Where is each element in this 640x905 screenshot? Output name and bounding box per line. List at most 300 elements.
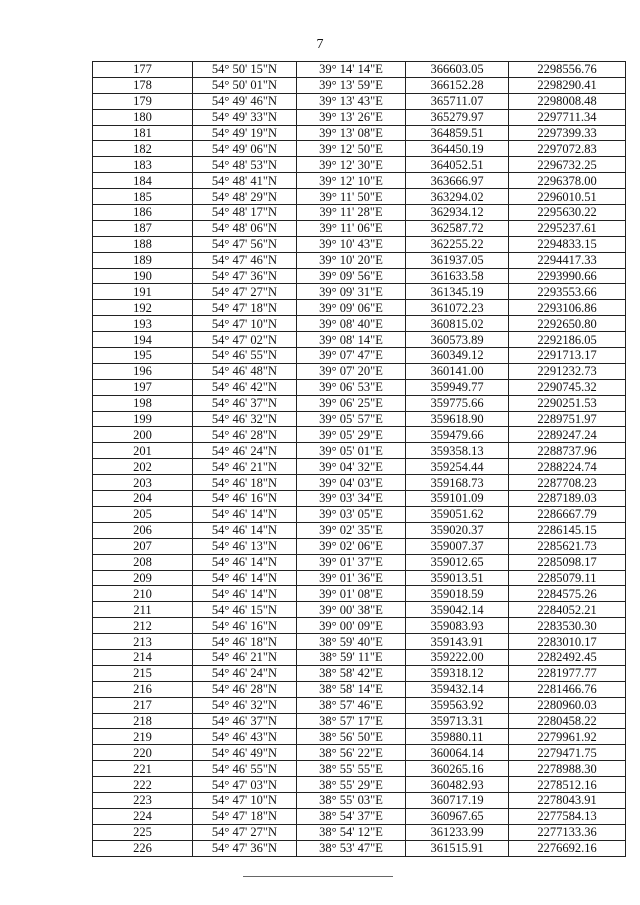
y-coordinate-cell: 2297072.83 <box>509 141 626 157</box>
latitude-cell: 54° 46' 42"N <box>193 379 297 395</box>
point-number-cell: 220 <box>93 745 193 761</box>
coordinates-table-body <box>93 62 626 857</box>
table-row <box>93 379 626 395</box>
table-row <box>93 62 626 78</box>
latitude-cell: 54° 47' 27"N <box>193 824 297 840</box>
y-coordinate-cell: 2298008.48 <box>509 93 626 109</box>
point-number-cell: 218 <box>93 713 193 729</box>
latitude-cell: 54° 46' 28"N <box>193 427 297 443</box>
y-coordinate-cell: 2283010.17 <box>509 634 626 650</box>
x-coordinate-cell: 360482.93 <box>406 777 509 793</box>
latitude-cell: 54° 46' 21"N <box>193 649 297 665</box>
y-coordinate-cell: 2293553.66 <box>509 284 626 300</box>
y-coordinate-cell: 2292186.05 <box>509 332 626 348</box>
longitude-cell: 38° 55' 55"E <box>297 761 406 777</box>
longitude-cell: 38° 55' 29"E <box>297 777 406 793</box>
point-number-cell: 223 <box>93 792 193 808</box>
latitude-cell: 54° 48' 53"N <box>193 157 297 173</box>
table-row <box>93 824 626 840</box>
table-row <box>93 618 626 634</box>
x-coordinate-cell: 359618.90 <box>406 411 509 427</box>
point-number-cell: 221 <box>93 761 193 777</box>
point-number-cell: 187 <box>93 220 193 236</box>
longitude-cell: 39° 06' 53"E <box>297 379 406 395</box>
y-coordinate-cell: 2296378.00 <box>509 173 626 189</box>
point-number-cell: 200 <box>93 427 193 443</box>
latitude-cell: 54° 46' 55"N <box>193 761 297 777</box>
x-coordinate-cell: 359318.12 <box>406 665 509 681</box>
table-row <box>93 316 626 332</box>
y-coordinate-cell: 2282492.45 <box>509 649 626 665</box>
latitude-cell: 54° 47' 18"N <box>193 300 297 316</box>
longitude-cell: 39° 05' 57"E <box>297 411 406 427</box>
y-coordinate-cell: 2281977.77 <box>509 665 626 681</box>
latitude-cell: 54° 46' 16"N <box>193 491 297 507</box>
table-row <box>93 427 626 443</box>
latitude-cell: 54° 47' 27"N <box>193 284 297 300</box>
latitude-cell: 54° 46' 48"N <box>193 363 297 379</box>
table-row <box>93 77 626 93</box>
latitude-cell: 54° 46' 14"N <box>193 506 297 522</box>
point-number-cell: 198 <box>93 395 193 411</box>
longitude-cell: 38° 59' 40"E <box>297 634 406 650</box>
x-coordinate-cell: 359479.66 <box>406 427 509 443</box>
table-row <box>93 141 626 157</box>
table-row <box>93 459 626 475</box>
latitude-cell: 54° 49' 19"N <box>193 125 297 141</box>
table-row <box>93 189 626 205</box>
y-coordinate-cell: 2293106.86 <box>509 300 626 316</box>
longitude-cell: 39° 05' 29"E <box>297 427 406 443</box>
latitude-cell: 54° 46' 21"N <box>193 459 297 475</box>
point-number-cell: 191 <box>93 284 193 300</box>
x-coordinate-cell: 359254.44 <box>406 459 509 475</box>
y-coordinate-cell: 2295630.22 <box>509 205 626 221</box>
point-number-cell: 206 <box>93 522 193 538</box>
latitude-cell: 54° 46' 37"N <box>193 395 297 411</box>
latitude-cell: 54° 46' 14"N <box>193 522 297 538</box>
point-number-cell: 215 <box>93 665 193 681</box>
longitude-cell: 38° 57' 46"E <box>297 697 406 713</box>
point-number-cell: 216 <box>93 681 193 697</box>
longitude-cell: 39° 11' 06"E <box>297 220 406 236</box>
x-coordinate-cell: 360265.16 <box>406 761 509 777</box>
y-coordinate-cell: 2288224.74 <box>509 459 626 475</box>
latitude-cell: 54° 48' 17"N <box>193 205 297 221</box>
point-number-cell: 203 <box>93 475 193 491</box>
table-row <box>93 443 626 459</box>
x-coordinate-cell: 361937.05 <box>406 252 509 268</box>
point-number-cell: 210 <box>93 586 193 602</box>
y-coordinate-cell: 2287189.03 <box>509 491 626 507</box>
longitude-cell: 39° 04' 32"E <box>297 459 406 475</box>
point-number-cell: 180 <box>93 109 193 125</box>
longitude-cell: 39° 07' 20"E <box>297 363 406 379</box>
table-row <box>93 395 626 411</box>
point-number-cell: 209 <box>93 570 193 586</box>
y-coordinate-cell: 2286145.15 <box>509 522 626 538</box>
table-row <box>93 522 626 538</box>
longitude-cell: 39° 08' 40"E <box>297 316 406 332</box>
table-row <box>93 125 626 141</box>
table-row <box>93 268 626 284</box>
x-coordinate-cell: 364859.51 <box>406 125 509 141</box>
point-number-cell: 207 <box>93 538 193 554</box>
longitude-cell: 39° 03' 05"E <box>297 506 406 522</box>
y-coordinate-cell: 2278043.91 <box>509 792 626 808</box>
point-number-cell: 213 <box>93 634 193 650</box>
latitude-cell: 54° 46' 24"N <box>193 665 297 681</box>
latitude-cell: 54° 49' 06"N <box>193 141 297 157</box>
y-coordinate-cell: 2285098.17 <box>509 554 626 570</box>
point-number-cell: 179 <box>93 93 193 109</box>
x-coordinate-cell: 360717.19 <box>406 792 509 808</box>
x-coordinate-cell: 359222.00 <box>406 649 509 665</box>
longitude-cell: 39° 01' 08"E <box>297 586 406 602</box>
latitude-cell: 54° 50' 01"N <box>193 77 297 93</box>
latitude-cell: 54° 46' 14"N <box>193 554 297 570</box>
point-number-cell: 195 <box>93 348 193 364</box>
longitude-cell: 39° 11' 28"E <box>297 205 406 221</box>
table-row <box>93 252 626 268</box>
latitude-cell: 54° 50' 15"N <box>193 62 297 78</box>
table-row <box>93 348 626 364</box>
longitude-cell: 38° 54' 12"E <box>297 824 406 840</box>
latitude-cell: 54° 47' 36"N <box>193 268 297 284</box>
point-number-cell: 214 <box>93 649 193 665</box>
point-number-cell: 190 <box>93 268 193 284</box>
table-row <box>93 93 626 109</box>
y-coordinate-cell: 2278988.30 <box>509 761 626 777</box>
table-row <box>93 792 626 808</box>
point-number-cell: 193 <box>93 316 193 332</box>
longitude-cell: 39° 00' 09"E <box>297 618 406 634</box>
table-row <box>93 602 626 618</box>
latitude-cell: 54° 47' 10"N <box>193 792 297 808</box>
longitude-cell: 39° 06' 25"E <box>297 395 406 411</box>
x-coordinate-cell: 359880.11 <box>406 729 509 745</box>
latitude-cell: 54° 46' 16"N <box>193 618 297 634</box>
x-coordinate-cell: 359563.92 <box>406 697 509 713</box>
longitude-cell: 39° 09' 31"E <box>297 284 406 300</box>
y-coordinate-cell: 2287708.23 <box>509 475 626 491</box>
latitude-cell: 54° 46' 14"N <box>193 570 297 586</box>
x-coordinate-cell: 366152.28 <box>406 77 509 93</box>
y-coordinate-cell: 2289247.24 <box>509 427 626 443</box>
latitude-cell: 54° 46' 32"N <box>193 411 297 427</box>
x-coordinate-cell: 361072.23 <box>406 300 509 316</box>
y-coordinate-cell: 2293990.66 <box>509 268 626 284</box>
longitude-cell: 39° 11' 50"E <box>297 189 406 205</box>
x-coordinate-cell: 359168.73 <box>406 475 509 491</box>
point-number-cell: 186 <box>93 205 193 221</box>
point-number-cell: 202 <box>93 459 193 475</box>
latitude-cell: 54° 48' 06"N <box>193 220 297 236</box>
point-number-cell: 182 <box>93 141 193 157</box>
x-coordinate-cell: 359042.14 <box>406 602 509 618</box>
table-row <box>93 173 626 189</box>
table-row <box>93 475 626 491</box>
longitude-cell: 39° 00' 38"E <box>297 602 406 618</box>
longitude-cell: 39° 02' 06"E <box>297 538 406 554</box>
y-coordinate-cell: 2296732.25 <box>509 157 626 173</box>
point-number-cell: 183 <box>93 157 193 173</box>
latitude-cell: 54° 47' 56"N <box>193 236 297 252</box>
latitude-cell: 54° 47' 10"N <box>193 316 297 332</box>
longitude-cell: 39° 13' 26"E <box>297 109 406 125</box>
y-coordinate-cell: 2294417.33 <box>509 252 626 268</box>
table-row <box>93 284 626 300</box>
longitude-cell: 39° 10' 43"E <box>297 236 406 252</box>
x-coordinate-cell: 360573.89 <box>406 332 509 348</box>
latitude-cell: 54° 49' 46"N <box>193 93 297 109</box>
y-coordinate-cell: 2276692.16 <box>509 840 626 856</box>
y-coordinate-cell: 2284052.21 <box>509 602 626 618</box>
y-coordinate-cell: 2279961.92 <box>509 729 626 745</box>
point-number-cell: 204 <box>93 491 193 507</box>
longitude-cell: 39° 10' 20"E <box>297 252 406 268</box>
latitude-cell: 54° 46' 18"N <box>193 475 297 491</box>
point-number-cell: 224 <box>93 808 193 824</box>
point-number-cell: 201 <box>93 443 193 459</box>
y-coordinate-cell: 2277133.36 <box>509 824 626 840</box>
latitude-cell: 54° 46' 32"N <box>193 697 297 713</box>
latitude-cell: 54° 47' 02"N <box>193 332 297 348</box>
table-row <box>93 840 626 856</box>
x-coordinate-cell: 359949.77 <box>406 379 509 395</box>
x-coordinate-cell: 362587.72 <box>406 220 509 236</box>
longitude-cell: 39° 14' 14"E <box>297 62 406 78</box>
x-coordinate-cell: 359020.37 <box>406 522 509 538</box>
point-number-cell: 197 <box>93 379 193 395</box>
longitude-cell: 38° 54' 37"E <box>297 808 406 824</box>
x-coordinate-cell: 359012.65 <box>406 554 509 570</box>
point-number-cell: 226 <box>93 840 193 856</box>
latitude-cell: 54° 47' 46"N <box>193 252 297 268</box>
point-number-cell: 212 <box>93 618 193 634</box>
table-row <box>93 157 626 173</box>
x-coordinate-cell: 361233.99 <box>406 824 509 840</box>
x-coordinate-cell: 363666.97 <box>406 173 509 189</box>
longitude-cell: 38° 56' 50"E <box>297 729 406 745</box>
y-coordinate-cell: 2292650.80 <box>509 316 626 332</box>
latitude-cell: 54° 46' 49"N <box>193 745 297 761</box>
x-coordinate-cell: 365711.07 <box>406 93 509 109</box>
table-row <box>93 586 626 602</box>
y-coordinate-cell: 2297711.34 <box>509 109 626 125</box>
table-row <box>93 411 626 427</box>
table-row <box>93 777 626 793</box>
table-row <box>93 745 626 761</box>
y-coordinate-cell: 2280960.03 <box>509 697 626 713</box>
y-coordinate-cell: 2288737.96 <box>509 443 626 459</box>
y-coordinate-cell: 2297399.33 <box>509 125 626 141</box>
y-coordinate-cell: 2296010.51 <box>509 189 626 205</box>
table-row <box>93 236 626 252</box>
y-coordinate-cell: 2279471.75 <box>509 745 626 761</box>
table-row <box>93 506 626 522</box>
longitude-cell: 38° 55' 03"E <box>297 792 406 808</box>
y-coordinate-cell: 2295237.61 <box>509 220 626 236</box>
latitude-cell: 54° 46' 55"N <box>193 348 297 364</box>
latitude-cell: 54° 47' 36"N <box>193 840 297 856</box>
longitude-cell: 38° 58' 42"E <box>297 665 406 681</box>
latitude-cell: 54° 47' 18"N <box>193 808 297 824</box>
point-number-cell: 188 <box>93 236 193 252</box>
page-number: 7 <box>316 37 324 52</box>
point-number-cell: 189 <box>93 252 193 268</box>
x-coordinate-cell: 359013.51 <box>406 570 509 586</box>
table-row <box>93 649 626 665</box>
longitude-cell: 39° 13' 43"E <box>297 93 406 109</box>
longitude-cell: 39° 01' 37"E <box>297 554 406 570</box>
longitude-cell: 39° 13' 59"E <box>297 77 406 93</box>
x-coordinate-cell: 359775.66 <box>406 395 509 411</box>
table-row <box>93 220 626 236</box>
y-coordinate-cell: 2289751.97 <box>509 411 626 427</box>
y-coordinate-cell: 2298556.76 <box>509 62 626 78</box>
x-coordinate-cell: 359051.62 <box>406 506 509 522</box>
longitude-cell: 38° 53' 47"E <box>297 840 406 856</box>
table-row <box>93 761 626 777</box>
x-coordinate-cell: 361515.91 <box>406 840 509 856</box>
table-row <box>93 729 626 745</box>
x-coordinate-cell: 359018.59 <box>406 586 509 602</box>
y-coordinate-cell: 2284575.26 <box>509 586 626 602</box>
point-number-cell: 199 <box>93 411 193 427</box>
point-number-cell: 181 <box>93 125 193 141</box>
latitude-cell: 54° 46' 43"N <box>193 729 297 745</box>
y-coordinate-cell: 2283530.30 <box>509 618 626 634</box>
point-number-cell: 222 <box>93 777 193 793</box>
y-coordinate-cell: 2277584.13 <box>509 808 626 824</box>
x-coordinate-cell: 362255.22 <box>406 236 509 252</box>
x-coordinate-cell: 360141.00 <box>406 363 509 379</box>
latitude-cell: 54° 48' 29"N <box>193 189 297 205</box>
x-coordinate-cell: 364450.19 <box>406 141 509 157</box>
y-coordinate-cell: 2286667.79 <box>509 506 626 522</box>
table-row <box>93 491 626 507</box>
y-coordinate-cell: 2294833.15 <box>509 236 626 252</box>
longitude-cell: 38° 59' 11"E <box>297 649 406 665</box>
y-coordinate-cell: 2285079.11 <box>509 570 626 586</box>
longitude-cell: 39° 13' 08"E <box>297 125 406 141</box>
longitude-cell: 39° 08' 14"E <box>297 332 406 348</box>
y-coordinate-cell: 2291232.73 <box>509 363 626 379</box>
point-number-cell: 211 <box>93 602 193 618</box>
x-coordinate-cell: 360967.65 <box>406 808 509 824</box>
coordinates-table <box>92 61 626 857</box>
x-coordinate-cell: 359358.13 <box>406 443 509 459</box>
table-row <box>93 665 626 681</box>
table-row <box>93 332 626 348</box>
point-number-cell: 192 <box>93 300 193 316</box>
point-number-cell: 184 <box>93 173 193 189</box>
longitude-cell: 39° 09' 06"E <box>297 300 406 316</box>
x-coordinate-cell: 359007.37 <box>406 538 509 554</box>
longitude-cell: 39° 09' 56"E <box>297 268 406 284</box>
x-coordinate-cell: 366603.05 <box>406 62 509 78</box>
y-coordinate-cell: 2290745.32 <box>509 379 626 395</box>
point-number-cell: 219 <box>93 729 193 745</box>
longitude-cell: 39° 07' 47"E <box>297 348 406 364</box>
y-coordinate-cell: 2280458.22 <box>509 713 626 729</box>
longitude-cell: 39° 03' 34"E <box>297 491 406 507</box>
x-coordinate-cell: 361345.19 <box>406 284 509 300</box>
x-coordinate-cell: 360815.02 <box>406 316 509 332</box>
y-coordinate-cell: 2281466.76 <box>509 681 626 697</box>
latitude-cell: 54° 46' 14"N <box>193 586 297 602</box>
x-coordinate-cell: 359083.93 <box>406 618 509 634</box>
point-number-cell: 178 <box>93 77 193 93</box>
x-coordinate-cell: 363294.02 <box>406 189 509 205</box>
point-number-cell: 208 <box>93 554 193 570</box>
latitude-cell: 54° 46' 15"N <box>193 602 297 618</box>
longitude-cell: 38° 56' 22"E <box>297 745 406 761</box>
table-row <box>93 205 626 221</box>
x-coordinate-cell: 359432.14 <box>406 681 509 697</box>
table-row <box>93 713 626 729</box>
point-number-cell: 217 <box>93 697 193 713</box>
table-row <box>93 634 626 650</box>
table-row <box>93 363 626 379</box>
x-coordinate-cell: 360349.12 <box>406 348 509 364</box>
table-row <box>93 554 626 570</box>
x-coordinate-cell: 361633.58 <box>406 268 509 284</box>
point-number-cell: 225 <box>93 824 193 840</box>
longitude-cell: 39° 01' 36"E <box>297 570 406 586</box>
latitude-cell: 54° 46' 24"N <box>193 443 297 459</box>
footer-divider <box>243 876 393 877</box>
latitude-cell: 54° 46' 28"N <box>193 681 297 697</box>
point-number-cell: 194 <box>93 332 193 348</box>
latitude-cell: 54° 49' 33"N <box>193 109 297 125</box>
latitude-cell: 54° 46' 18"N <box>193 634 297 650</box>
y-coordinate-cell: 2291713.17 <box>509 348 626 364</box>
latitude-cell: 54° 47' 03"N <box>193 777 297 793</box>
y-coordinate-cell: 2278512.16 <box>509 777 626 793</box>
longitude-cell: 39° 04' 03"E <box>297 475 406 491</box>
latitude-cell: 54° 46' 13"N <box>193 538 297 554</box>
y-coordinate-cell: 2285621.73 <box>509 538 626 554</box>
table-row <box>93 697 626 713</box>
table-row <box>93 681 626 697</box>
x-coordinate-cell: 359143.91 <box>406 634 509 650</box>
x-coordinate-cell: 359713.31 <box>406 713 509 729</box>
longitude-cell: 39° 02' 35"E <box>297 522 406 538</box>
x-coordinate-cell: 364052.51 <box>406 157 509 173</box>
longitude-cell: 39° 12' 30"E <box>297 157 406 173</box>
table-row <box>93 808 626 824</box>
longitude-cell: 39° 12' 10"E <box>297 173 406 189</box>
x-coordinate-cell: 365279.97 <box>406 109 509 125</box>
point-number-cell: 196 <box>93 363 193 379</box>
x-coordinate-cell: 359101.09 <box>406 491 509 507</box>
y-coordinate-cell: 2290251.53 <box>509 395 626 411</box>
point-number-cell: 205 <box>93 506 193 522</box>
x-coordinate-cell: 360064.14 <box>406 745 509 761</box>
point-number-cell: 177 <box>93 62 193 78</box>
latitude-cell: 54° 46' 37"N <box>193 713 297 729</box>
x-coordinate-cell: 362934.12 <box>406 205 509 221</box>
point-number-cell: 185 <box>93 189 193 205</box>
longitude-cell: 38° 58' 14"E <box>297 681 406 697</box>
table-row <box>93 538 626 554</box>
longitude-cell: 38° 57' 17"E <box>297 713 406 729</box>
table-row <box>93 300 626 316</box>
y-coordinate-cell: 2298290.41 <box>509 77 626 93</box>
longitude-cell: 39° 12' 50"E <box>297 141 406 157</box>
